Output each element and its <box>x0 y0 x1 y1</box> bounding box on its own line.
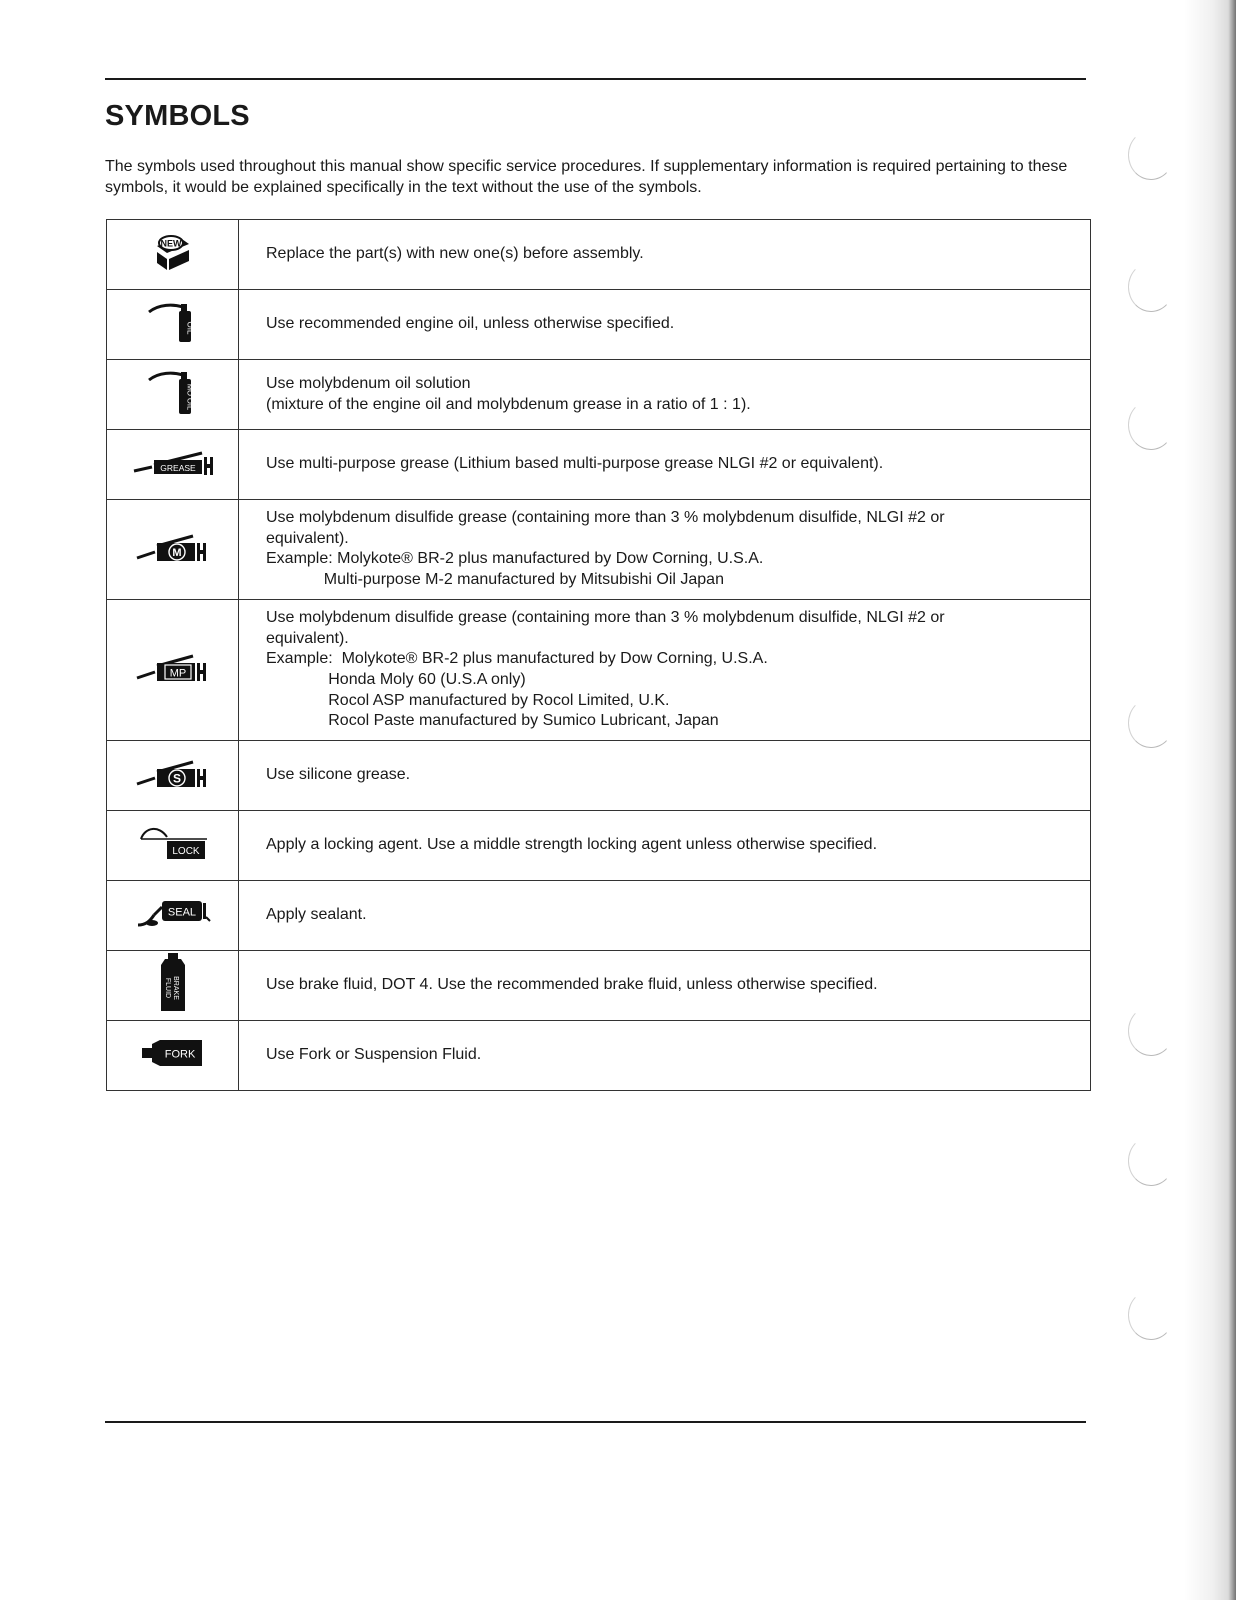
symbol-row <box>107 1021 1091 1091</box>
description-line: Use molybdenum disulfide grease (containing more than 3 % molybdenum disulfide, NLGI #2 or <box>266 509 945 526</box>
symbol-icon-cell <box>107 430 239 500</box>
svg-text:M: M <box>171 546 182 559</box>
description-line: equivalent). <box>266 629 349 647</box>
symbol-description <box>239 500 1091 600</box>
binder-hole <box>1128 400 1174 450</box>
description-line: Use silicone grease. <box>266 766 411 784</box>
binder-hole <box>1128 1136 1174 1186</box>
description-line: Rocol ASP manufactured by Rocol Limited, U.K. <box>266 691 670 709</box>
svg-text:MP: MP <box>169 667 186 680</box>
symbol-row <box>107 811 1091 881</box>
symbol-icon-cell <box>107 881 239 951</box>
svg-text:BRAKE: BRAKE <box>171 976 179 1000</box>
description-line: Multi-purpose M-2 manufactured by Mitsubishi Oil Japan <box>266 571 724 589</box>
symbols-table <box>106 219 1091 1091</box>
symbol-description <box>239 1021 1091 1091</box>
description-line: Apply sealant. <box>266 906 367 924</box>
svg-text:OIL: OIL <box>185 321 194 335</box>
symbol-row <box>107 290 1091 360</box>
description-line: Use recommended engine oil, unless otherwise specified. <box>266 315 675 333</box>
symbol-description <box>239 220 1091 290</box>
fork-fluid-icon <box>138 1036 208 1070</box>
moly-paste-mp-icon <box>133 648 213 686</box>
symbol-icon-cell <box>107 500 239 600</box>
symbol-icon-cell <box>107 811 239 881</box>
symbol-description <box>239 599 1091 740</box>
symbol-row <box>107 741 1091 811</box>
svg-text:SEAL: SEAL <box>167 906 196 919</box>
grease-icon <box>130 445 216 479</box>
sealant-icon <box>134 893 212 933</box>
symbol-row <box>107 599 1091 740</box>
new-part-icon <box>149 228 197 276</box>
symbol-row <box>107 360 1091 430</box>
symbol-description <box>239 741 1091 811</box>
brake-fluid-icon <box>153 951 193 1015</box>
binder-hole <box>1128 698 1174 748</box>
description-line: Honda Moly 60 (U.S.A only) <box>266 670 526 688</box>
description-line: Example: Molykote® BR-2 plus manufactured by Dow Corning, U.S.A. <box>266 650 768 668</box>
binder-hole <box>1128 1006 1174 1056</box>
binder-hole <box>1128 130 1174 180</box>
molybdenum-oil-icon <box>143 366 203 418</box>
binder-hole <box>1128 262 1174 312</box>
svg-text:MO OIL: MO OIL <box>185 383 194 411</box>
symbol-icon-cell <box>107 290 239 360</box>
symbol-icon-cell <box>107 599 239 740</box>
silicone-grease-icon <box>133 754 213 792</box>
description-line: Example: Molykote® BR-2 plus manufactured by Dow Corning, U.S.A. <box>266 550 764 568</box>
description-line: Use molybdenum oil solution <box>266 374 471 392</box>
symbol-icon-cell <box>107 1021 239 1091</box>
symbol-icon-cell <box>107 741 239 811</box>
description-line: Use brake fluid, DOT 4. Use the recommended brake fluid, unless otherwise specified. <box>266 976 878 994</box>
page-title: SYMBOLS <box>105 100 250 132</box>
description-line: equivalent). <box>266 529 349 547</box>
svg-text:FLUID: FLUID <box>163 977 171 999</box>
moly-grease-m-icon <box>133 528 213 566</box>
description-line: Replace the part(s) with new one(s) before assembly. <box>266 245 644 263</box>
svg-text:NEW: NEW <box>160 238 181 249</box>
description-line: Use Fork or Suspension Fluid. <box>266 1046 482 1064</box>
svg-text:GREASE: GREASE <box>159 463 196 473</box>
symbol-description <box>239 360 1091 430</box>
symbol-row <box>107 430 1091 500</box>
symbol-icon-cell <box>107 951 239 1021</box>
header-rule <box>105 78 1086 80</box>
description-line: Apply a locking agent. Use a middle strength locking agent unless otherwise specified. <box>266 836 878 854</box>
description-line: (mixture of the engine oil and molybdenum grease in a ratio of 1 : 1). <box>266 395 751 413</box>
symbol-row <box>107 500 1091 600</box>
locking-agent-icon <box>137 823 209 863</box>
svg-text:LOCK: LOCK <box>171 846 200 858</box>
svg-text:FORK: FORK <box>164 1048 195 1061</box>
engine-oil-icon <box>143 298 203 346</box>
footer-rule <box>105 1421 1086 1423</box>
svg-text:S: S <box>172 771 181 786</box>
symbol-description <box>239 951 1091 1021</box>
symbol-row <box>107 881 1091 951</box>
symbol-row <box>107 220 1091 290</box>
binder-hole <box>1128 1290 1174 1340</box>
description-line: Use multi-purpose grease (Lithium based multi-purpose grease NLGI #2 or equivalent). <box>266 455 884 473</box>
symbol-row <box>107 951 1091 1021</box>
description-line: Rocol Paste manufactured by Sumico Lubricant, Japan <box>266 712 719 730</box>
symbol-description <box>239 881 1091 951</box>
symbol-description <box>239 811 1091 881</box>
intro-paragraph: The symbols used throughout this manual show specific service procedures. If supplementary information is required pertaining to these symbols, it would be explained specifically in the text without the use of the symbols. <box>105 158 1068 196</box>
page-edge-shadow <box>1184 0 1236 1600</box>
symbol-icon-cell <box>107 220 239 290</box>
description-line: Use molybdenum disulfide grease (containing more than 3 % molybdenum disulfide, NLGI #2 or <box>266 608 945 626</box>
symbol-description <box>239 290 1091 360</box>
symbol-icon-cell <box>107 360 239 430</box>
symbol-description <box>239 430 1091 500</box>
